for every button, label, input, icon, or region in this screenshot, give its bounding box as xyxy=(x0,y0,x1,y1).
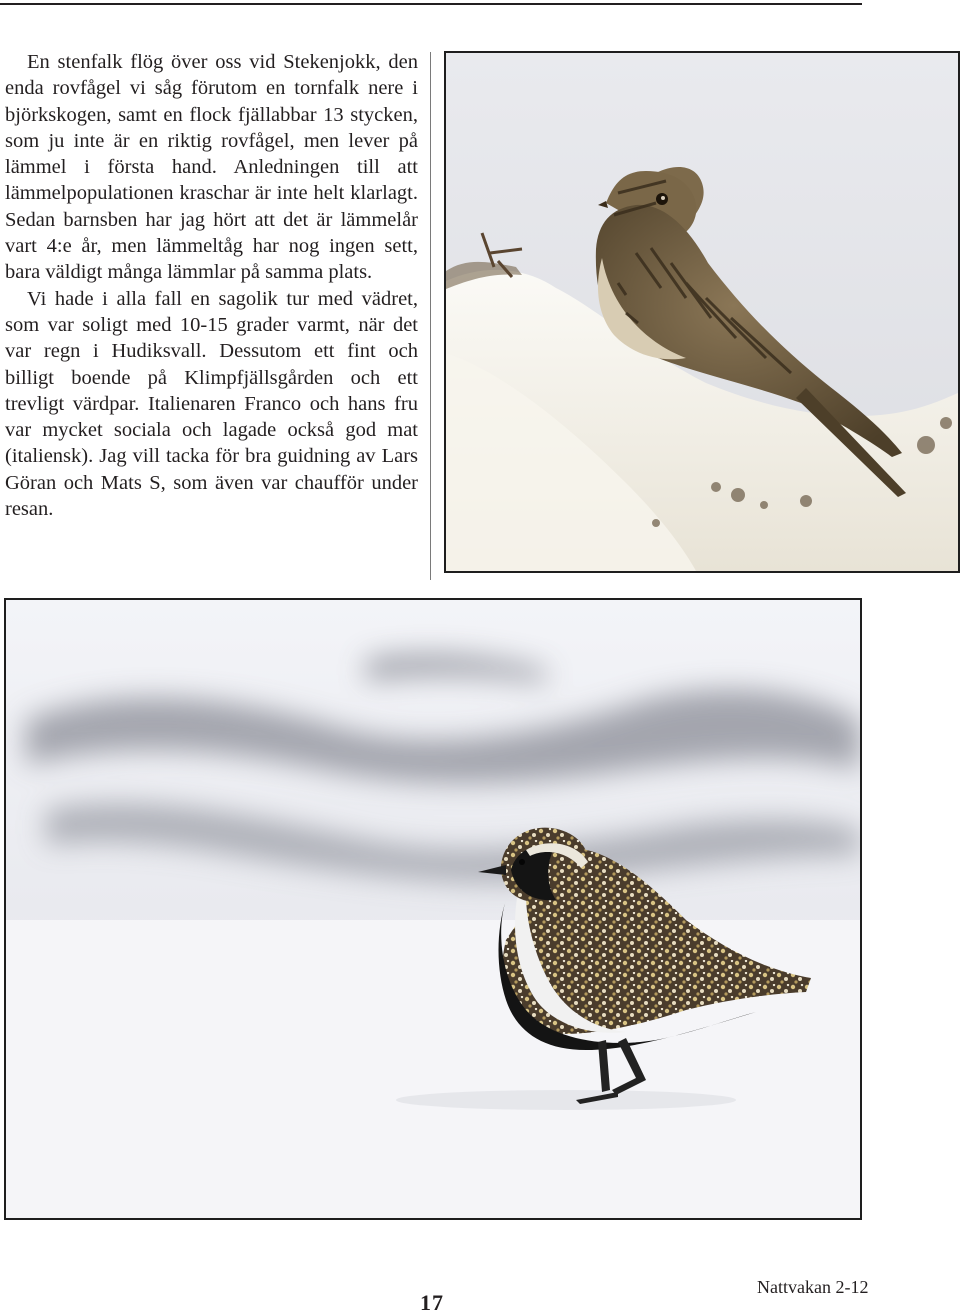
page-number: 17 xyxy=(420,1290,444,1315)
plover-illustration xyxy=(6,600,860,1218)
article-paragraph-2: Vi hade i alla fall en sagolik tur med vädret, som var soligt med 10-15 grader varmt, när det var regn i Hudiksvall. Dessutom ett fint och billigt boende på Klimpfjällsgården och ett trevligt värdpar. Italienaren Franco och hans fru var mycket sociala och lagade också god mat (italiensk). Jag vill tacka för bra guidning av Lars Göran och Mats S, som även var chaufför under resan. xyxy=(5,287,418,521)
article-paragraph-1: En stenfalk flög över oss vid Stekenjokk, den enda rovfågel vi såg förutom en tornfalk nere i björkskogen, samt en flock fjällabbar 13 stycken, som ju inte är en riktig rovfågel, men lever på lämmel i första hand. Anledningen till att lämmelpopulationen kraschar är inte helt klarlagt. Sedan barnsben har jag hört att det är lämmelår vart 4:e år, men lämmeltåg har nog ingen sett, bara väldigt många lämmlar på samma plats. xyxy=(5,51,418,284)
header-rule xyxy=(0,3,862,5)
publication-name: Nattvakan 2-12 xyxy=(757,1277,869,1297)
article-body xyxy=(5,49,418,522)
pipit-photo xyxy=(444,51,960,573)
pipit-illustration xyxy=(446,53,958,571)
column-divider xyxy=(430,52,431,580)
plover-photo xyxy=(4,598,862,1220)
